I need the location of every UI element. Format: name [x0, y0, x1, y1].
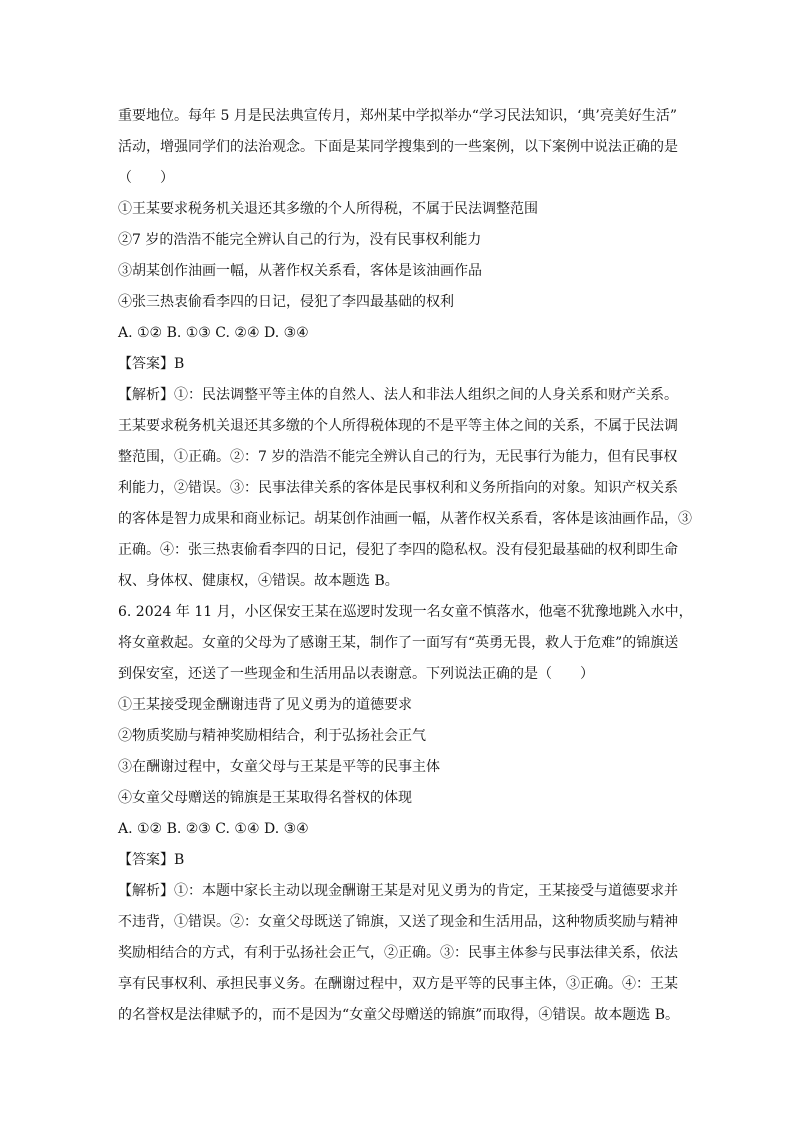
q6-stem-line-2: 将女童救起。女童的父母为了感谢王某，制作了一面写有“英勇无畏，救人于危难”的锦旗送: [118, 635, 679, 651]
q6-option-2: ②物质奖励与精神奖励相结合，利于弘扬社会正气: [118, 728, 426, 744]
q5-analysis-line-3: 整范围，①正确。②：7 岁的浩浩不能完全辨认自己的行为，无民事行为能力，但有民事权: [118, 449, 678, 465]
q5-option-4: ④张三热衷偷看李四的日记，侵犯了李四最基础的权利: [118, 294, 454, 310]
q5-option-1: ①王某要求税务机关退还其多缴的个人所得税，不属于民法调整范围: [118, 201, 538, 217]
q6-option-1: ①王某接受现金酬谢违背了见义勇为的道德要求: [118, 697, 412, 713]
q6-stem-line-1: 6. 2024 年 11 月，小区保安王某在巡逻时发现一名女童不慎落水，他毫不犹豫地跳入水中，: [118, 604, 693, 620]
q5-choices: A. ①② B. ①③ C. ②④ D. ③④: [118, 325, 309, 341]
q6-answer: 【答案】B: [118, 852, 185, 868]
q5-analysis-line-2: 王某要求税务机关退还其多缴的个人所得税体现的不是平等主体之间的关系，不属于民法调: [118, 418, 678, 434]
q5-stem-line-3: （ ）: [118, 170, 174, 186]
q5-analysis-line-6: 正确。④：张三热衷偷看李四的日记，侵犯了李四的隐私权。没有侵犯最基础的权利即生命: [118, 542, 678, 558]
q5-analysis-line-7: 权、身体权、健康权，④错误。故本题选 B。: [118, 573, 399, 589]
q6-analysis-line-2: 不违背，①错误。②：女童父母既送了锦旗，又送了现金和生活用品，这种物质奖励与精神: [118, 914, 678, 930]
q5-answer: 【答案】B: [118, 356, 185, 372]
q6-option-3: ③在酬谢过程中，女童父母与王某是平等的民事主体: [118, 759, 440, 775]
q5-option-2: ②7 岁的浩浩不能完全辨认自己的行为，没有民事权利能力: [118, 232, 482, 248]
question-6: [118, 597, 693, 1031]
q6-analysis-line-3: 奖励相结合的方式，有利于弘扬社会正气，②正确。③：民事主体参与民事法律关系，依法: [118, 945, 678, 961]
question-5: [118, 101, 692, 597]
q6-analysis-line-5: 的名誉权是法律赋予的，而不是因为“女童父母赠送的锦旗”而取得，④错误。故本题选 B。: [118, 1007, 680, 1023]
q5-option-3: ③胡某创作油画一幅，从著作权关系看，客体是该油画作品: [118, 263, 482, 279]
document-body: [118, 101, 693, 1031]
q5-analysis-line-4: 利能力，②错误。③：民事法律关系的客体是民事权利和义务所指向的对象。知识产权关系: [118, 480, 678, 496]
q6-analysis-line-4: 享有民事权利、承担民事义务。在酬谢过程中，双方是平等的民事主体，③正确。④：王某: [118, 976, 678, 992]
q5-stem-line-1: 重要地位。每年 5 月是民法典宣传月，郑州某中学拟举办“学习民法知识，‘典’亮美好生活”: [118, 108, 678, 124]
q6-stem-line-3: 到保安室，还送了一些现金和生活用品以表谢意。下列说法正确的是（ ）: [118, 666, 594, 682]
q5-analysis-line-5: 的客体是智力成果和商业标记。胡某创作油画一幅，从著作权关系看，客体是该油画作品，③: [118, 511, 692, 527]
q5-stem-line-2: 活动，增强同学们的法治观念。下面是某同学搜集到的一些案例，以下案例中说法正确的是: [118, 139, 678, 155]
q6-option-4: ④女童父母赠送的锦旗是王某取得名誉权的体现: [118, 790, 412, 806]
q6-analysis-line-1: 【解析】①：本题中家长主动以现金酬谢王某是对见义勇为的肯定，王某接受与道德要求并: [118, 883, 678, 899]
q5-analysis-line-1: 【解析】①：民法调整平等主体的自然人、法人和非法人组织之间的人身关系和财产关系。: [118, 387, 678, 403]
q6-choices: A. ①② B. ②③ C. ①④ D. ③④: [118, 821, 309, 837]
